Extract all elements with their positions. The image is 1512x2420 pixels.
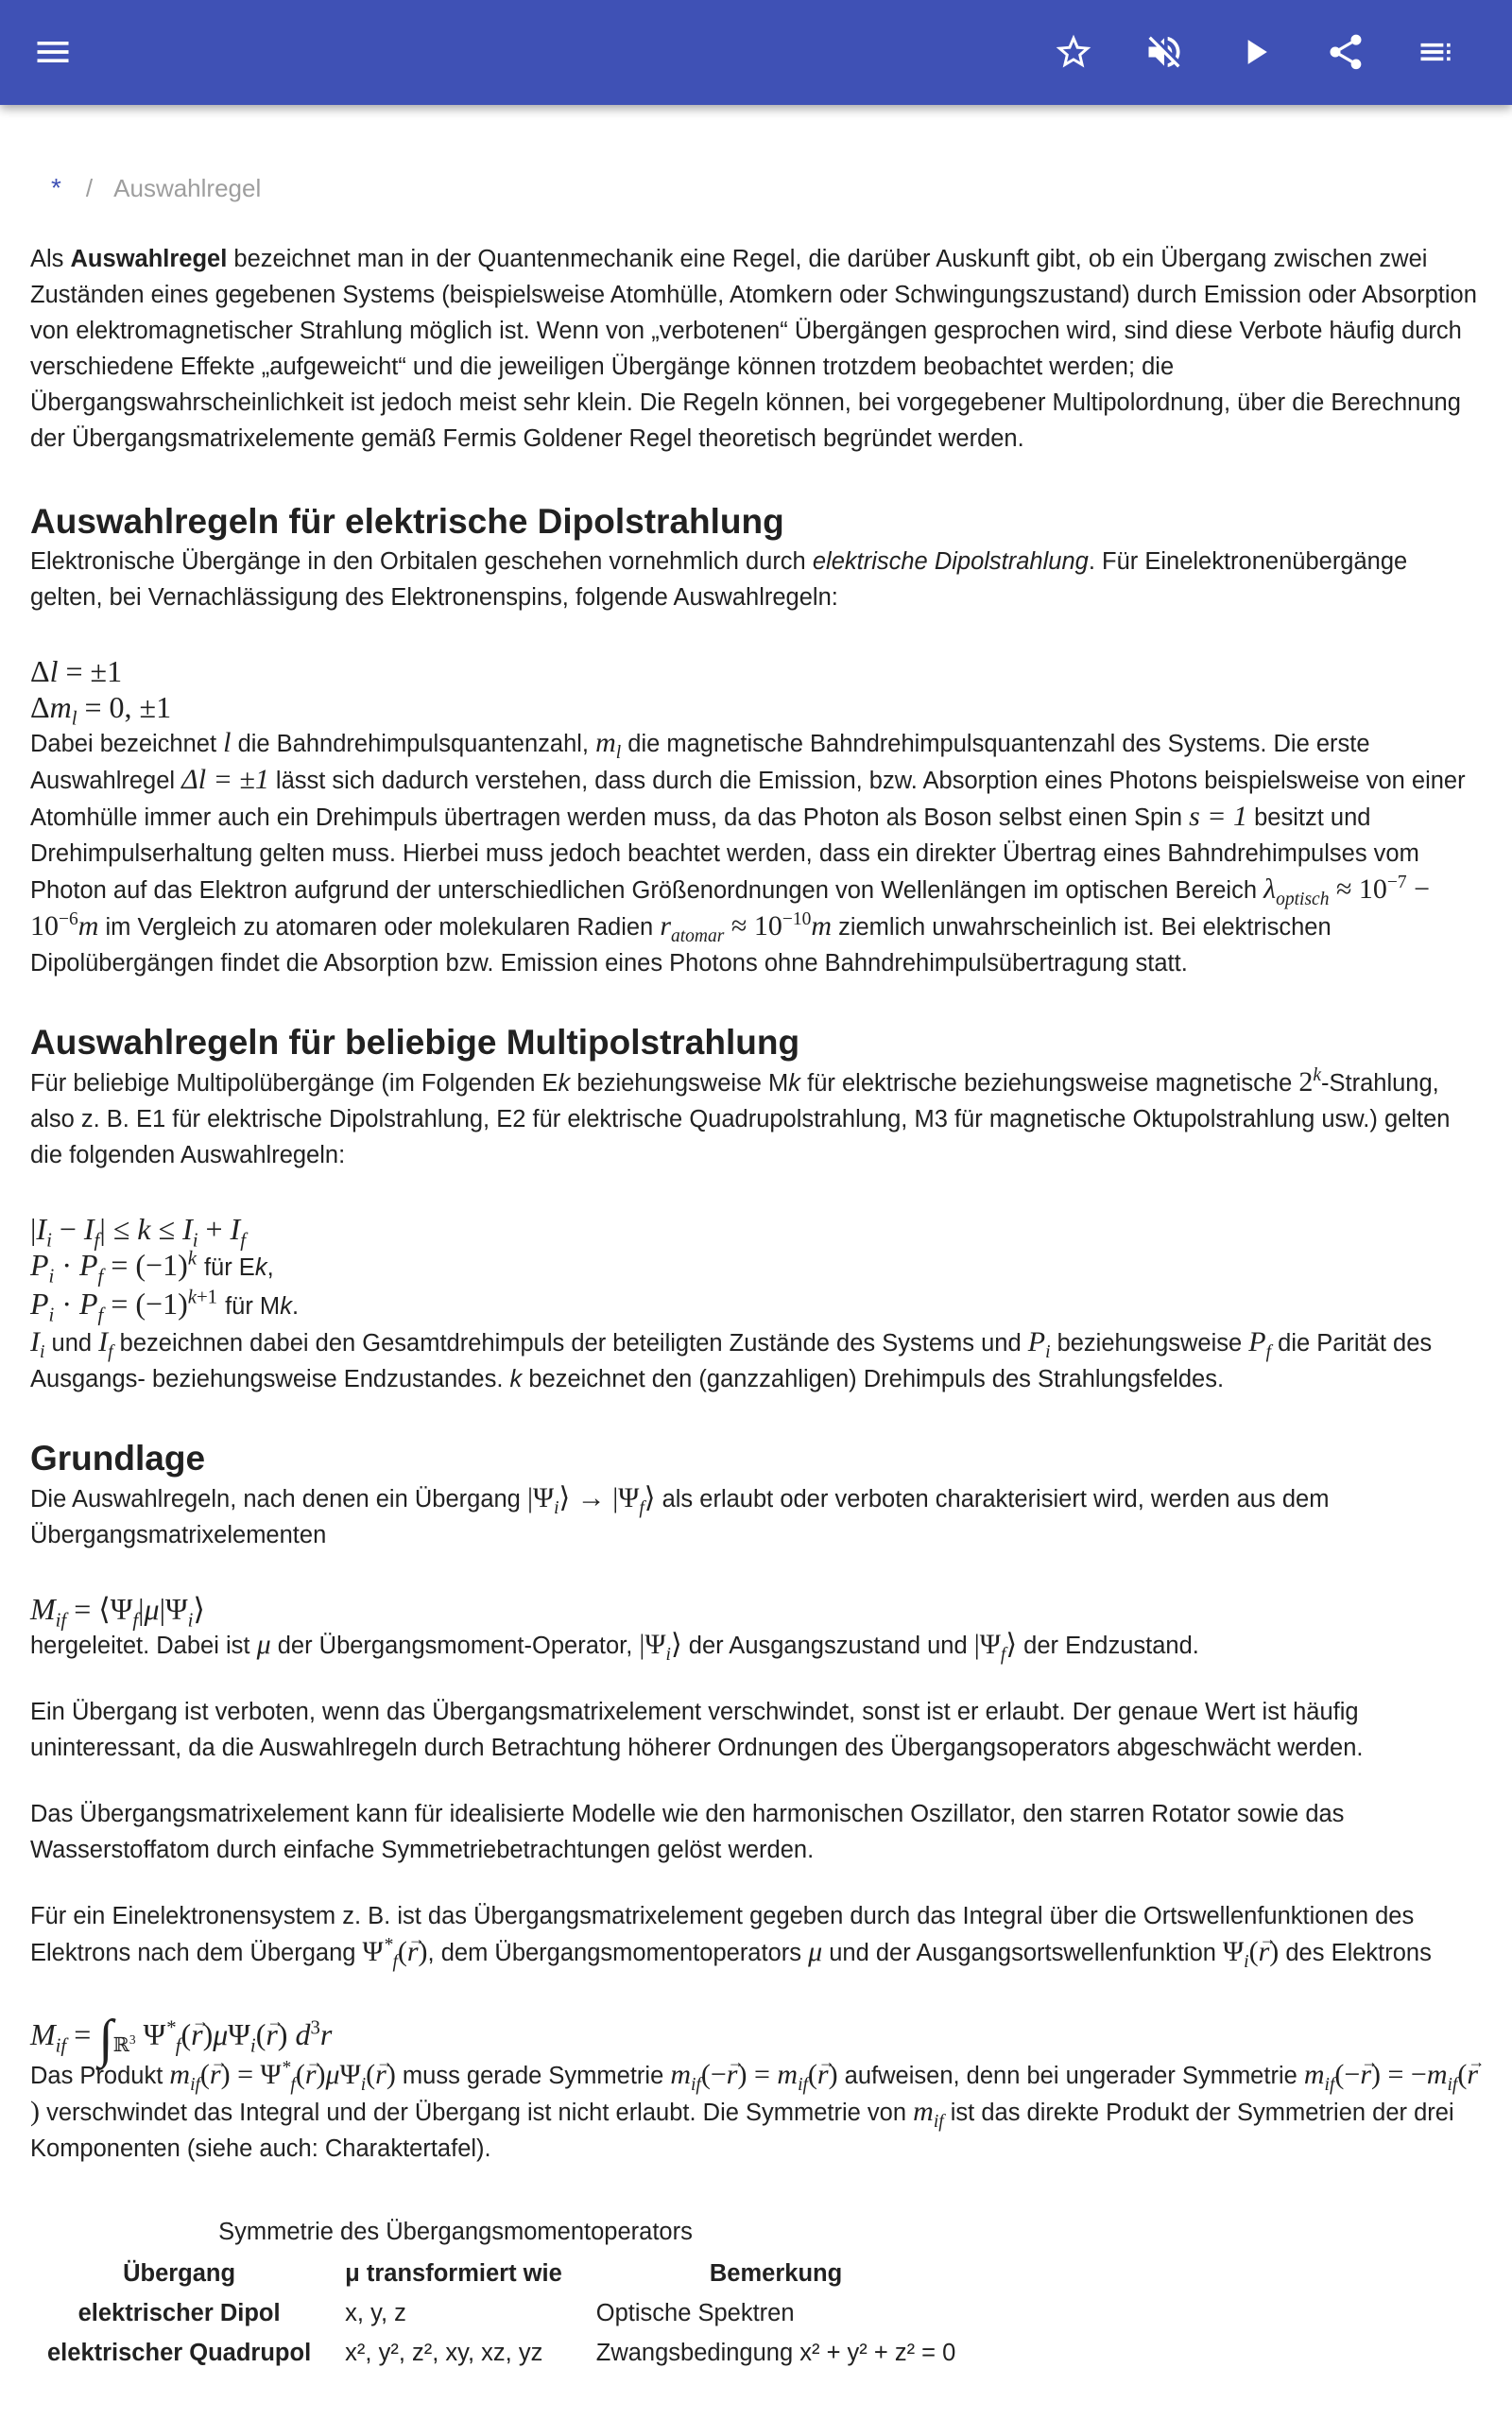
play-icon [1234,31,1276,73]
math-spin: s = 1 [1189,801,1248,832]
table-cell: elektrischer Dipol [77,2300,281,2326]
table-cell: Optische Spektren [595,2300,795,2326]
article [30,105,1482,2373]
equation-delta-ml: $\Delta m_l = 0$, ±1 [30,690,172,730]
column-header: μ transformiert wie [345,2260,562,2287]
section3-paragraph-1: Die Auswahlregeln, nach denen ein Übergang $|\Psi_i⟩$ → $|\Psi_f⟩$ als erlaubt oder verboten charakterisiert wird, werden aus dem Übergangsmatrixelementen [30,1482,1330,1548]
equation-parity-electric: $P_i \cdot P_f = (-1)^k$ für Ek, [30,1247,274,1288]
equation-delta-l: Δl = ±1 [30,654,123,688]
share-icon [1325,31,1366,73]
section-heading-dipole: Auswahlregeln für elektrische Dipolstrahlung [30,502,784,541]
section-heading-grundlage: Grundlage [30,1439,206,1478]
table-caption: Symmetrie des Übergangsmomentoperators [218,2219,693,2245]
section-heading-multipole: Auswahlregeln für beliebige Multipolstrahlung [30,1023,800,1062]
text: . Für Einelektronenübergänge gelten, bei Vernachlässigung des Elektronenspins, folgende Auswahlregeln: [30,548,1408,611]
table-row [30,2293,972,2333]
breadcrumb [30,169,1482,207]
app-bar [0,0,1512,105]
table-row [30,2333,972,2373]
share-button[interactable] [1319,26,1372,78]
math-l: l [223,727,232,758]
play-button[interactable] [1228,26,1281,78]
volume-off-icon [1143,31,1185,73]
table-header-row [30,2254,972,2293]
breadcrumb-current: Auswahlregel [113,174,262,202]
intro-paragraph [30,241,1482,457]
intro-text: Als [30,246,71,272]
playlist-icon [1416,31,1457,73]
contents-button[interactable] [1410,26,1463,78]
math-2k: 2$^k$ [1298,1065,1321,1098]
symmetry-table [30,2254,972,2373]
section3-paragraph-2: hergeleitet. Dabei ist μ der Übergangsmoment-Operator, $|\Psi_i⟩$ der Ausgangszustand und $|\Psi_f⟩$ der Endzustand. [30,1629,1199,1665]
menu-button[interactable] [26,26,79,78]
star-icon [1053,31,1094,73]
table-cell: x, y, z [345,2300,406,2326]
equation-parity-magnetic: $P_i \cdot P_f = (-1)^{k+1}$ für Mk. [30,1286,300,1326]
intro-term: Auswahlregel [70,246,228,272]
math-delta-l: Δl = ±1 [181,764,269,795]
matrix-element-equation: $M_{if}$ = $⟨\Psi_f|\mu|\Psi_i⟩$ [30,1592,205,1632]
math-ml: $m_l$ [595,727,622,763]
table-cell: x², y², z², xy, xz, yz [345,2340,543,2366]
section2-paragraph: Für beliebige Multipolübergänge (im Folgenden Ek beziehungsweise Mk für elektrische beziehungsweise magnetische 2$^k$-Strahlung, also z. B. E1 für elektrische Dipolstrahlung, E2 für elektrische Quadrupolstrahlung, M3 für magnetische Oktupolstrahlung usw.) gelten die folgenden Auswahlregeln: [30,1065,1451,1168]
integral-equation: $M_{if} = \int_{ℝ^3}$ $\Psi^*_f(\to r)\mu\Psi_i(\to r)$ $d^3r$ [30,2016,1482,2057]
section3-paragraph-3: Ein Übergang ist verboten, wenn das Übergangsmatrixelement verschwindet, sonst ist er erlaubt. Der genaue Wert ist häufig uninteressant, da die Auswahlregeln durch Betrachtung höherer Ordnungen des Übergangsoperators abgeschwächt werden. [30,1699,1364,1761]
breadcrumb-home-link[interactable]: * [51,173,61,202]
section3-paragraph-5: Für ein Einelektronensystem z. B. ist das Übergangsmatrixelement gegeben durch das Integral über die Ortswellenfunktionen des Elektrons nach dem Übergang $\Psi^*_f(\to r)$, dem Übergangsmomentoperators μ und der Ausgangsortswellenfunktion $\Psi_i(\to r)$ des Elektrons [30,1898,1482,1971]
section1-paragraph [30,544,1482,615]
column-header: Bemerkung [709,2260,843,2287]
multipole-rules [30,1211,1482,1324]
menu-icon [32,31,74,73]
text: Elektronische Übergänge in den Orbitalen geschehen vornehmlich durch [30,548,813,575]
column-header: Übergang [123,2260,236,2287]
breadcrumb-separator: / [85,174,94,202]
section3-paragraph-4: Das Übergangsmatrixelement kann für idealisierte Modelle wie den harmonischen Oszillator, den starren Rotator sowie das Wasserstoffatom durch einfache Symmetriebetrachtungen gelöst werden. [30,1801,1345,1863]
table-cell: Zwangsbedingung x² + y² + z² = 0 [595,2340,956,2366]
math-r-atomar: $r_{atomar} \approx 10^{-10}m$ [660,909,832,946]
equation-angular-momentum: $|I_i - I_f| \le k \le I_i + I_f$ [30,1212,246,1252]
mute-button[interactable] [1138,26,1191,78]
section3-paragraph-6: Das Produkt $m_{if}(\to r) = \Psi^*_f(\to r)\mu\Psi_i(\to r)$ muss gerade Symmetrie $m_{if}(-\to r) = m_{if}(\to r)$ aufweisen, denn bei ungerader Symmetrie $m_{if}(-\to r) = -m_{if}(\to r)$ verschwindet das Integral und der Übergang ist nicht erlaubt. Die Symmetrie von $m_{if}$ ist das direkte Produkt der Symmetrien der drei Komponenten (siehe auch: Charaktertafel). [30,2057,1482,2167]
section2-explanation: $I_i$ und $I_f$ bezeichnen dabei den Gesamtdrehimpuls der beteiligten Zustände des Systems und $P_i$ beziehungsweise $P_f$ die Parität des Ausgangs- beziehungsweise Endzustandes. k bezeichnet den (ganzzahligen) Drehimpuls des Strahlungsfeldes. [30,1326,1433,1392]
emphasis: elektrische Dipolstrahlung [812,548,1089,575]
bookmark-button[interactable] [1047,26,1100,78]
math-lambda: $\lambda_{optisch} \approx 10^{-7} - 10^{-6}m$ [30,873,1431,942]
intro-text: bezeichnet man in der Quantenmechanik eine Regel, die darüber Auskunft gibt, ob ein Übergang zwischen zwei Zuständen eines gegebenen Systems (beispielsweise Atomhülle, Atomkern oder Schwingungszustand) durch Emission oder Absorption von elektromagnetischer Strahlung möglich ist. Wenn von „verbotenen“ Übergängen gesprochen wird, sind diese Verbote häufig durch verschiedene Effekte „aufgeweicht“ und die jeweiligen Übergänge können trotzdem beobachtet werden; die Übergangswahrscheinlichkeit ist jedoch meist sehr klein. Die Regeln können, bei vorgegebener Multipolordnung, über die Berechnung der Übergangsmatrixelemente gemäß Fermis Goldener Regel theoretisch begründet werden. [30,246,1477,452]
section1-explanation: Dabei bezeichnet l die Bahndrehimpulsquantenzahl, $m_l$ die magnetische Bahndrehimpulsquantenzahl des Systems. Die erste Auswahlregel Δl = ±1 lässt sich dadurch verstehen, dass durch die Emission, bzw. Absorption eines Photons beispielsweise von einer Atomhülle immer auch ein Drehimpuls übertragen werden muss, da das Photon als Boson selbst einen Spin s = 1 besitzt und Drehimpulserhaltung gelten muss. Hierbei muss jedoch beachtet werden, dass ein direkter Übertrag eines Bahndrehimpulses vom Photon auf das Elektron aufgrund der unterschiedlichen Größenordnungen von Wellenlängen im optischen Bereich $\lambda_{optisch} \approx 10^{-7} - 10^{-6}m$ im Vergleich zu atomaren oder molekularen Radien $r_{atomar} \approx 10^{-10}m$ ziemlich unwahrscheinlich ist. Bei elektrischen Dipolübergängen findet die Absorption bzw. Emission eines Photons ohne Bahndrehimpulsübertragung statt. [30,727,1466,977]
table-cell: elektrischer Quadrupol [47,2340,312,2366]
dipole-rules [30,653,1482,730]
